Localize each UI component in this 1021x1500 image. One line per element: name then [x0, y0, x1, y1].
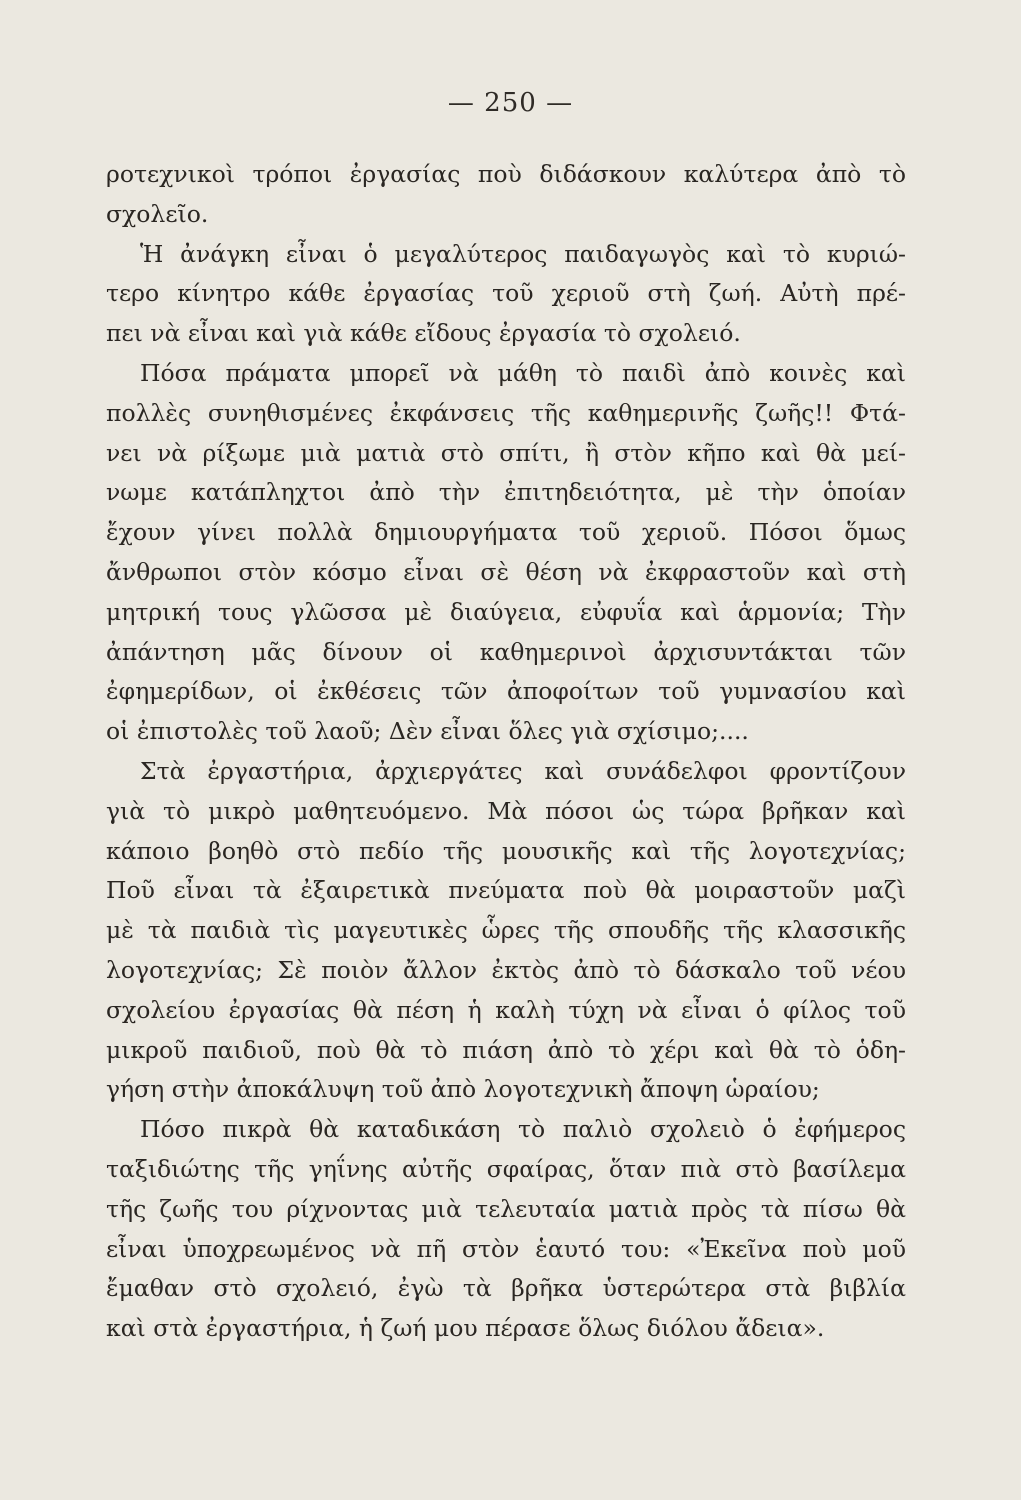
- text-line: σχολείου ἐργασίας θὰ πέση ἡ καλὴ τύχη νὰ εἶναι ὁ φίλος τοῦ: [106, 995, 906, 1024]
- text-line: λογοτεχνίας; Σὲ ποιὸν ἄλλον ἐκτὸς ἀπὸ τὸ δάσκαλο τοῦ νέου: [106, 955, 906, 984]
- text-line: ἔχουν γίνει πολλὰ δημιουργήματα τοῦ χεριοῦ. Πόσοι ὅμως: [106, 518, 906, 547]
- text-line: νωμε κατάπληχτοι ἀπὸ τὴν ἐπιτηδειότητα, μὲ τὴν ὁποίαν: [106, 478, 906, 507]
- text-line: τῆς ζωῆς του ρίχνοντας μιὰ τελευταία ματιὰ πρὸς τὰ πίσω θὰ: [106, 1194, 906, 1223]
- text-line: μικροῦ παιδιοῦ, ποὺ θὰ τὸ πιάση ἀπὸ τὸ χέρι καὶ θὰ τὸ ὁδη-: [106, 1035, 906, 1064]
- text-line: τερο κίνητρο κάθε ἐργασίας τοῦ χεριοῦ στὴ ζωή. Αὐτὴ πρέ-: [106, 279, 906, 308]
- text-line: Πόσο πικρὰ θὰ καταδικάση τὸ παλιὸ σχολειὸ ὁ ἐφήμερος: [140, 1115, 906, 1144]
- text-line: νει νὰ ρίξωμε μιὰ ματιὰ στὸ σπίτι, ἢ στὸν κῆπο καὶ θὰ μεί-: [106, 438, 906, 467]
- text-line: ταξιδιώτης τῆς γηΐνης αὐτῆς σφαίρας, ὅταν πιὰ στὸ βασίλεμα: [106, 1154, 906, 1183]
- text-line: Ποῦ εἶναι τὰ ἐξαιρετικὰ πνεύματα ποὺ θὰ μοιραστοῦν μαζὶ: [106, 876, 906, 905]
- text-line: μὲ τὰ παιδιὰ τὶς μαγευτικὲς ὧρες τῆς σπουδῆς τῆς κλασσικῆς: [106, 916, 906, 945]
- text-line: γήση στὴν ἀποκάλυψη τοῦ ἀπὸ λογοτεχνικὴ ἄποψη ὡραίου;: [106, 1075, 820, 1104]
- text-line: κάποιο βοηθὸ στὸ πεδίο τῆς μουσικῆς καὶ τῆς λογοτεχνίας;: [106, 836, 906, 865]
- text-line: ἐφημερίδων, οἱ ἐκθέσεις τῶν ἀποφοίτων τοῦ γυμνασίου καὶ: [106, 677, 906, 706]
- text-line: ἀπάντηση μᾶς δίνουν οἱ καθημερινοὶ ἀρχισυντάκται τῶν: [106, 637, 906, 666]
- text-line: γιὰ τὸ μικρὸ μαθητευόμενο. Μὰ πόσοι ὡς τώρα βρῆκαν καὶ: [106, 796, 906, 825]
- text-line: οἱ ἐπιστολὲς τοῦ λαοῦ; Δὲν εἶναι ὅλες γιὰ σχίσιμο;....: [106, 717, 749, 746]
- text-line: πει νὰ εἶναι καὶ γιὰ κάθε εἴδους ἐργασία τὸ σχολειό.: [106, 319, 741, 348]
- text-line: ἔμαθαν στὸ σχολειό, ἐγὼ τὰ βρῆκα ὑστερώτερα στὰ βιβλία: [106, 1274, 906, 1303]
- text-line: καὶ στὰ ἐργαστήρια, ἡ ζωή μου πέρασε ὅλως διόλου ἄδεια».: [106, 1314, 825, 1343]
- text-line: Ἡ ἀνάγκη εἶναι ὁ μεγαλύτερος παιδαγωγὸς καὶ τὸ κυριώ-: [140, 239, 906, 268]
- body-text: [106, 155, 906, 1349]
- text-line: μητρική τους γλῶσσα μὲ διαύγεια, εὐφυΐα καὶ ἁρμονία; Τὴν: [106, 597, 906, 626]
- text-line: ἄνθρωποι στὸν κόσμο εἶναι σὲ θέση νὰ ἐκφραστοῦν καὶ στὴ: [106, 557, 906, 586]
- page-number: — 250 —: [447, 88, 574, 118]
- text-line: σχολεῖο.: [106, 199, 209, 228]
- text-line: Πόσα πράματα μπορεῖ νὰ μάθη τὸ παιδὶ ἀπὸ κοινὲς καὶ: [140, 358, 906, 387]
- text-line: εἶναι ὑποχρεωμένος νὰ πῆ στὸν ἑαυτό του: «Ἐκεῖνα ποὺ μοῦ: [106, 1234, 906, 1263]
- text-line: ροτεχνικοὶ τρόποι ἐργασίας ποὺ διδάσκουν καλύτερα ἀπὸ τὸ: [106, 160, 906, 188]
- text-line: Στὰ ἐργαστήρια, ἀρχιεργάτες καὶ συνάδελφοι φροντίζουν: [140, 756, 906, 785]
- text-line: πολλὲς συνηθισμένες ἐκφάνσεις τῆς καθημερινῆς ζωῆς!! Φτά-: [106, 398, 906, 427]
